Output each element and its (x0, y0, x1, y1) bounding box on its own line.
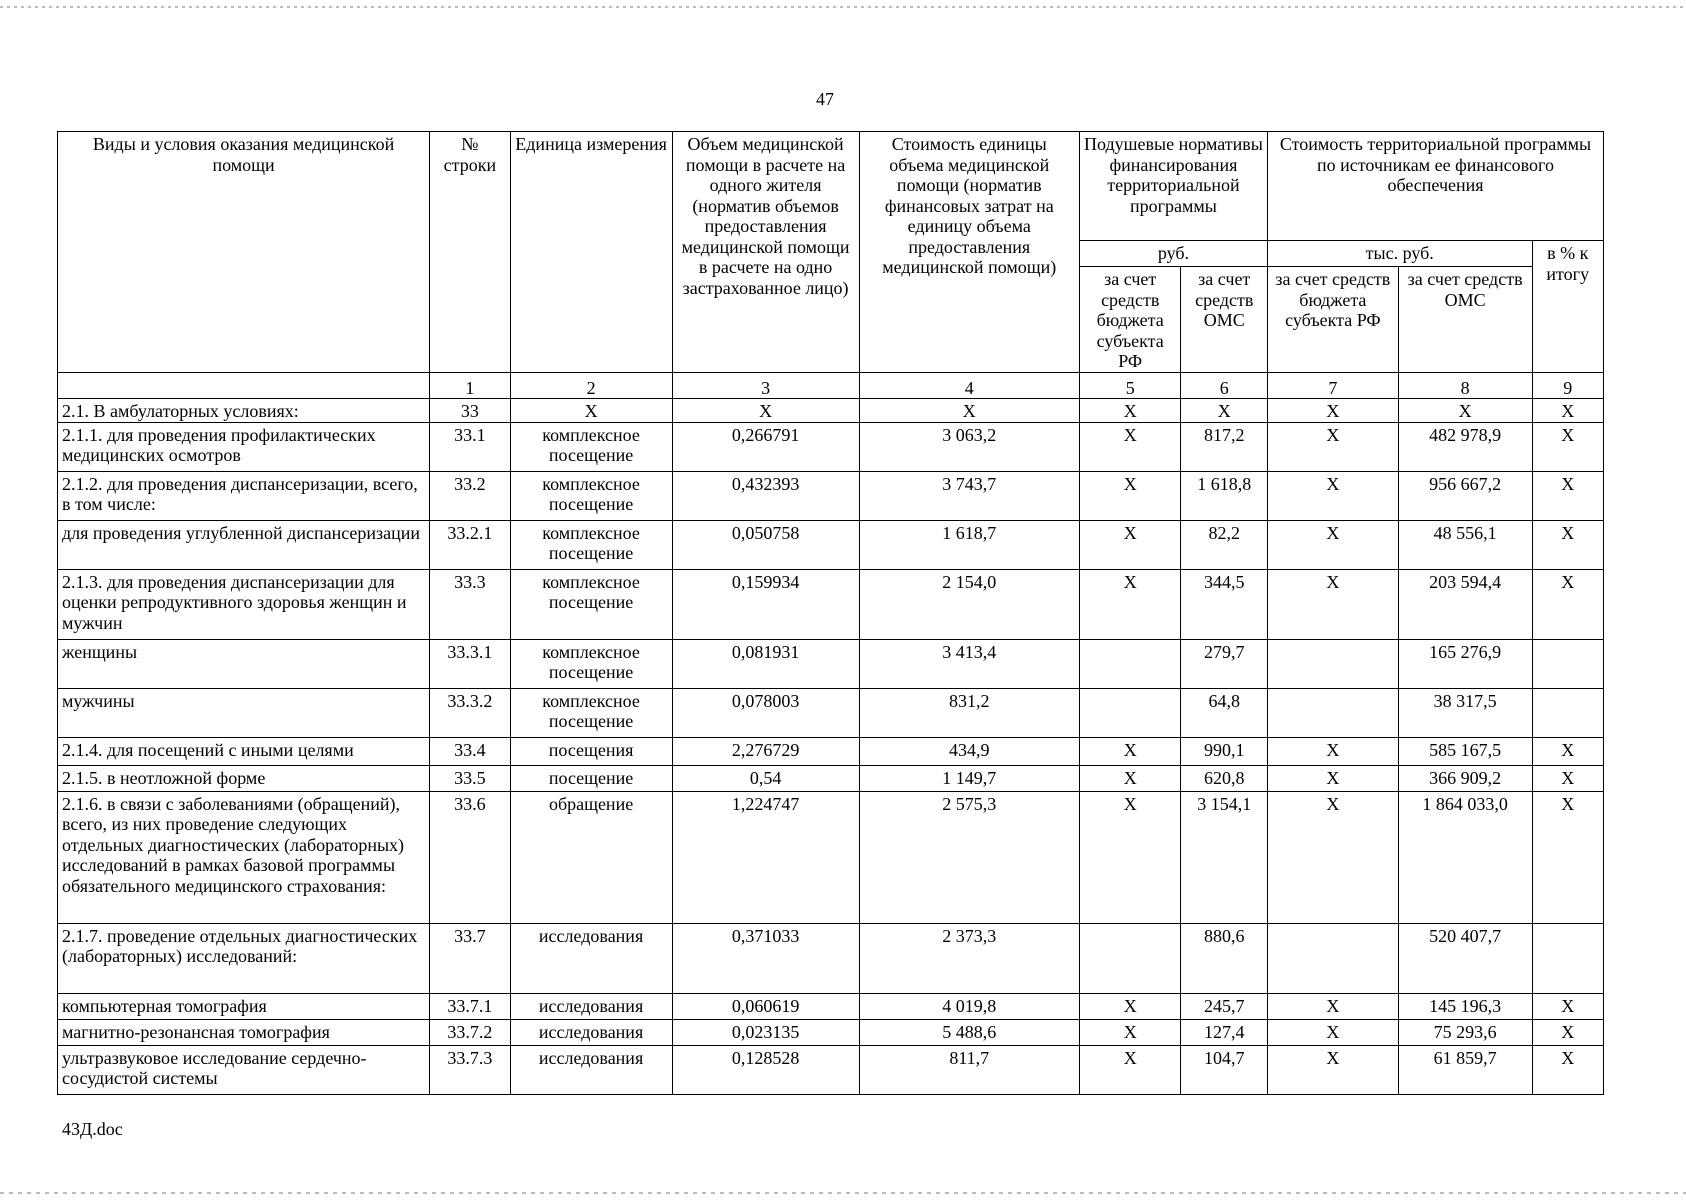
row-percent: X (1532, 993, 1604, 1019)
row-per-capita-oms: X (1181, 398, 1268, 422)
row-cost-oms: 145 196,3 (1398, 993, 1532, 1019)
row-unit: комплексное посещение (510, 569, 672, 639)
row-name: ультразвуковое исследование сердечно-сосудистой системы (58, 1045, 430, 1094)
column-number: 5 (1079, 372, 1181, 398)
row-name: магнитно-резонансная томография (58, 1019, 430, 1045)
row-percent (1532, 688, 1604, 737)
row-percent (1532, 639, 1604, 688)
row-per-capita-oms: 1 618,8 (1181, 471, 1268, 520)
row-volume: X (672, 398, 859, 422)
row-cost: 1 618,7 (859, 520, 1079, 569)
row-unit: комплексное посещение (510, 520, 672, 569)
row-unit: посещение (510, 765, 672, 791)
row-number: 33.3.2 (430, 688, 510, 737)
row-volume: 0,078003 (672, 688, 859, 737)
row-percent: X (1532, 1045, 1604, 1094)
row-cost: 811,7 (859, 1045, 1079, 1094)
row-per-capita-budget: X (1079, 993, 1181, 1019)
row-cost: 434,9 (859, 737, 1079, 765)
row-unit: обращение (510, 791, 672, 923)
row-cost: 831,2 (859, 688, 1079, 737)
row-volume: 0,371033 (672, 923, 859, 993)
column-number: 1 (430, 372, 510, 398)
row-cost: 3 413,4 (859, 639, 1079, 688)
row-cost-oms: 520 407,7 (1398, 923, 1532, 993)
row-per-capita-oms: 620,8 (1181, 765, 1268, 791)
header-percent: в % к итогу (1532, 241, 1604, 373)
row-cost: 3 743,7 (859, 471, 1079, 520)
row-per-capita-oms: 82,2 (1181, 520, 1268, 569)
row-volume: 0,050758 (672, 520, 859, 569)
row-number: 33.1 (430, 422, 510, 471)
row-percent: X (1532, 1019, 1604, 1045)
footer-doc-name: 43Д.doc (62, 1119, 123, 1139)
header-thous-rub: тыс. руб. (1267, 241, 1532, 267)
row-percent (1532, 923, 1604, 993)
table-body (58, 398, 1604, 1094)
row-cost-oms: 61 859,7 (1398, 1045, 1532, 1094)
row-unit: посещения (510, 737, 672, 765)
row-name: мужчины (58, 688, 430, 737)
row-cost-oms: 956 667,2 (1398, 471, 1532, 520)
row-number: 33.7 (430, 923, 510, 993)
row-percent: X (1532, 737, 1604, 765)
table-row (58, 471, 1604, 520)
row-cost-budget (1267, 923, 1398, 993)
row-per-capita-budget: X (1079, 471, 1181, 520)
row-number: 33.2.1 (430, 520, 510, 569)
row-percent: X (1532, 398, 1604, 422)
table-row (58, 639, 1604, 688)
row-percent: X (1532, 791, 1604, 923)
row-cost-budget: X (1267, 993, 1398, 1019)
row-cost-budget (1267, 688, 1398, 737)
financing-table (57, 131, 1604, 1095)
row-unit: комплексное посещение (510, 422, 672, 471)
column-number: 4 (859, 372, 1079, 398)
row-name: 2.1. В амбулаторных условиях: (58, 398, 430, 422)
row-percent: X (1532, 765, 1604, 791)
row-number: 33.6 (430, 791, 510, 923)
row-per-capita-oms: 127,4 (1181, 1019, 1268, 1045)
row-cost-budget (1267, 639, 1398, 688)
row-per-capita-budget: X (1079, 765, 1181, 791)
row-name: 2.1.4. для посещений с иными целями (58, 737, 430, 765)
row-per-capita-oms: 104,7 (1181, 1045, 1268, 1094)
row-number: 33.7.1 (430, 993, 510, 1019)
header-budget-rf-2: за счет средств бюджета субъекта РФ (1267, 267, 1398, 373)
row-percent: X (1532, 422, 1604, 471)
row-name: 2.1.7. проведение отдельных диагностических (лабораторных) исследований: (58, 923, 430, 993)
row-percent: X (1532, 569, 1604, 639)
table-row (58, 923, 1604, 993)
row-cost-oms: 203 594,4 (1398, 569, 1532, 639)
row-cost-budget: X (1267, 765, 1398, 791)
row-volume: 2,276729 (672, 737, 859, 765)
row-name: для проведения углубленной диспансеризации (58, 520, 430, 569)
row-per-capita-oms: 64,8 (1181, 688, 1268, 737)
row-cost-oms: 366 909,2 (1398, 765, 1532, 791)
row-volume: 0,266791 (672, 422, 859, 471)
header-col-unit: Единица измерения (510, 132, 672, 373)
row-per-capita-oms: 344,5 (1181, 569, 1268, 639)
row-cost-budget: X (1267, 520, 1398, 569)
row-name: 2.1.2. для проведения диспансеризации, всего, в том числе: (58, 471, 430, 520)
row-cost-oms: X (1398, 398, 1532, 422)
table-row (58, 398, 1604, 422)
column-number: 7 (1267, 372, 1398, 398)
row-name: 2.1.6. в связи с заболеваниями (обращений), всего, из них проведение следующих отдельных диагностических (лабораторных) исследований в рамках базовой программы обязательного медицинского страхования: (58, 791, 430, 923)
row-unit: исследования (510, 1019, 672, 1045)
table-row (58, 765, 1604, 791)
row-per-capita-budget: X (1079, 737, 1181, 765)
table-row (58, 737, 1604, 765)
table-row (58, 422, 1604, 471)
header-col-per-capita: Подушевые нормативы финансирования территориальной программы (1079, 132, 1267, 241)
row-number: 33.5 (430, 765, 510, 791)
row-number: 33.7.3 (430, 1045, 510, 1094)
header-rub: руб. (1079, 241, 1267, 267)
row-volume: 0,060619 (672, 993, 859, 1019)
table-row (58, 569, 1604, 639)
page-number: 47 (816, 89, 834, 109)
row-cost-budget: X (1267, 422, 1398, 471)
row-name: 2.1.5. в неотложной форме (58, 765, 430, 791)
row-name: компьютерная томография (58, 993, 430, 1019)
column-number: 6 (1181, 372, 1268, 398)
row-volume: 0,128528 (672, 1045, 859, 1094)
row-per-capita-oms: 880,6 (1181, 923, 1268, 993)
row-cost-budget: X (1267, 1019, 1398, 1045)
row-cost-budget: X (1267, 737, 1398, 765)
row-unit: комплексное посещение (510, 639, 672, 688)
row-volume: 0,159934 (672, 569, 859, 639)
row-cost: 4 019,8 (859, 993, 1079, 1019)
row-unit: комплексное посещение (510, 471, 672, 520)
row-name: женщины (58, 639, 430, 688)
row-per-capita-budget: X (1079, 520, 1181, 569)
column-number: 9 (1532, 372, 1604, 398)
row-per-capita-budget: X (1079, 1045, 1181, 1094)
row-cost: X (859, 398, 1079, 422)
header-col-cost: Стоимость единицы объема медицинской помощи (норматив финансовых затрат на единицу объема предоставления медицинской помощи) (859, 132, 1079, 373)
row-volume: 1,224747 (672, 791, 859, 923)
header-row-1 (58, 132, 1604, 241)
row-number: 33.7.2 (430, 1019, 510, 1045)
row-cost-oms: 48 556,1 (1398, 520, 1532, 569)
header-col-volume: Объем медицинской помощи в расчете на одного жителя (норматив объемов предоставления медицинской помощи в расчете на одно застрахованное лицо) (672, 132, 859, 373)
table-row (58, 1045, 1604, 1094)
row-cost: 2 575,3 (859, 791, 1079, 923)
row-volume: 0,081931 (672, 639, 859, 688)
column-number-blank (58, 372, 430, 398)
header-col-program-cost: Стоимость территориальной программы по источникам ее финансового обеспечения (1267, 132, 1603, 241)
row-volume: 0,54 (672, 765, 859, 791)
header-oms-2: за счет средств ОМС (1398, 267, 1532, 373)
row-name: 2.1.1. для проведения профилактических медицинских осмотров (58, 422, 430, 471)
row-per-capita-oms: 817,2 (1181, 422, 1268, 471)
row-per-capita-oms: 990,1 (1181, 737, 1268, 765)
row-cost-budget: X (1267, 471, 1398, 520)
row-cost-oms: 482 978,9 (1398, 422, 1532, 471)
header-col-name: Виды и условия оказания медицинской помощи (58, 132, 430, 373)
row-per-capita-budget (1079, 688, 1181, 737)
row-cost: 1 149,7 (859, 765, 1079, 791)
column-numbers-row (58, 372, 1604, 398)
row-per-capita-budget: X (1079, 422, 1181, 471)
row-cost: 2 154,0 (859, 569, 1079, 639)
row-volume: 0,432393 (672, 471, 859, 520)
row-unit: исследования (510, 1045, 672, 1094)
row-number: 33.2 (430, 471, 510, 520)
row-name: 2.1.3. для проведения диспансеризации для оценки репродуктивного здоровья женщин и мужчин (58, 569, 430, 639)
column-number: 2 (510, 372, 672, 398)
row-number: 33.3 (430, 569, 510, 639)
row-volume: 0,023135 (672, 1019, 859, 1045)
row-unit: комплексное посещение (510, 688, 672, 737)
table-row (58, 993, 1604, 1019)
row-per-capita-budget (1079, 923, 1181, 993)
row-per-capita-oms: 245,7 (1181, 993, 1268, 1019)
scan-edge-bottom (0, 1192, 1686, 1194)
row-unit: исследования (510, 923, 672, 993)
table-row (58, 791, 1604, 923)
row-cost-oms: 585 167,5 (1398, 737, 1532, 765)
row-cost-budget: X (1267, 398, 1398, 422)
row-cost: 5 488,6 (859, 1019, 1079, 1045)
row-cost-budget: X (1267, 569, 1398, 639)
row-per-capita-budget: X (1079, 569, 1181, 639)
row-unit: исследования (510, 993, 672, 1019)
row-unit: X (510, 398, 672, 422)
column-number: 8 (1398, 372, 1532, 398)
row-number: 33.3.1 (430, 639, 510, 688)
row-per-capita-budget: X (1079, 1019, 1181, 1045)
row-percent: X (1532, 520, 1604, 569)
row-per-capita-budget: X (1079, 791, 1181, 923)
row-cost-oms: 165 276,9 (1398, 639, 1532, 688)
row-per-capita-budget (1079, 639, 1181, 688)
row-cost-oms: 1 864 033,0 (1398, 791, 1532, 923)
header-col-row: № строки (430, 132, 510, 373)
row-cost-budget: X (1267, 1045, 1398, 1094)
row-per-capita-oms: 3 154,1 (1181, 791, 1268, 923)
row-per-capita-oms: 279,7 (1181, 639, 1268, 688)
row-number: 33 (430, 398, 510, 422)
row-per-capita-budget: X (1079, 398, 1181, 422)
row-percent: X (1532, 471, 1604, 520)
header-budget-rf: за счет средств бюджета субъекта РФ (1079, 267, 1181, 373)
row-cost-oms: 75 293,6 (1398, 1019, 1532, 1045)
row-cost: 2 373,3 (859, 923, 1079, 993)
row-number: 33.4 (430, 737, 510, 765)
scan-edge-top (0, 6, 1686, 8)
row-cost: 3 063,2 (859, 422, 1079, 471)
column-number: 3 (672, 372, 859, 398)
row-cost-oms: 38 317,5 (1398, 688, 1532, 737)
header-oms: за счет средств ОМС (1181, 267, 1268, 373)
table-row (58, 1019, 1604, 1045)
table-row (58, 520, 1604, 569)
row-cost-budget: X (1267, 791, 1398, 923)
table-row (58, 688, 1604, 737)
